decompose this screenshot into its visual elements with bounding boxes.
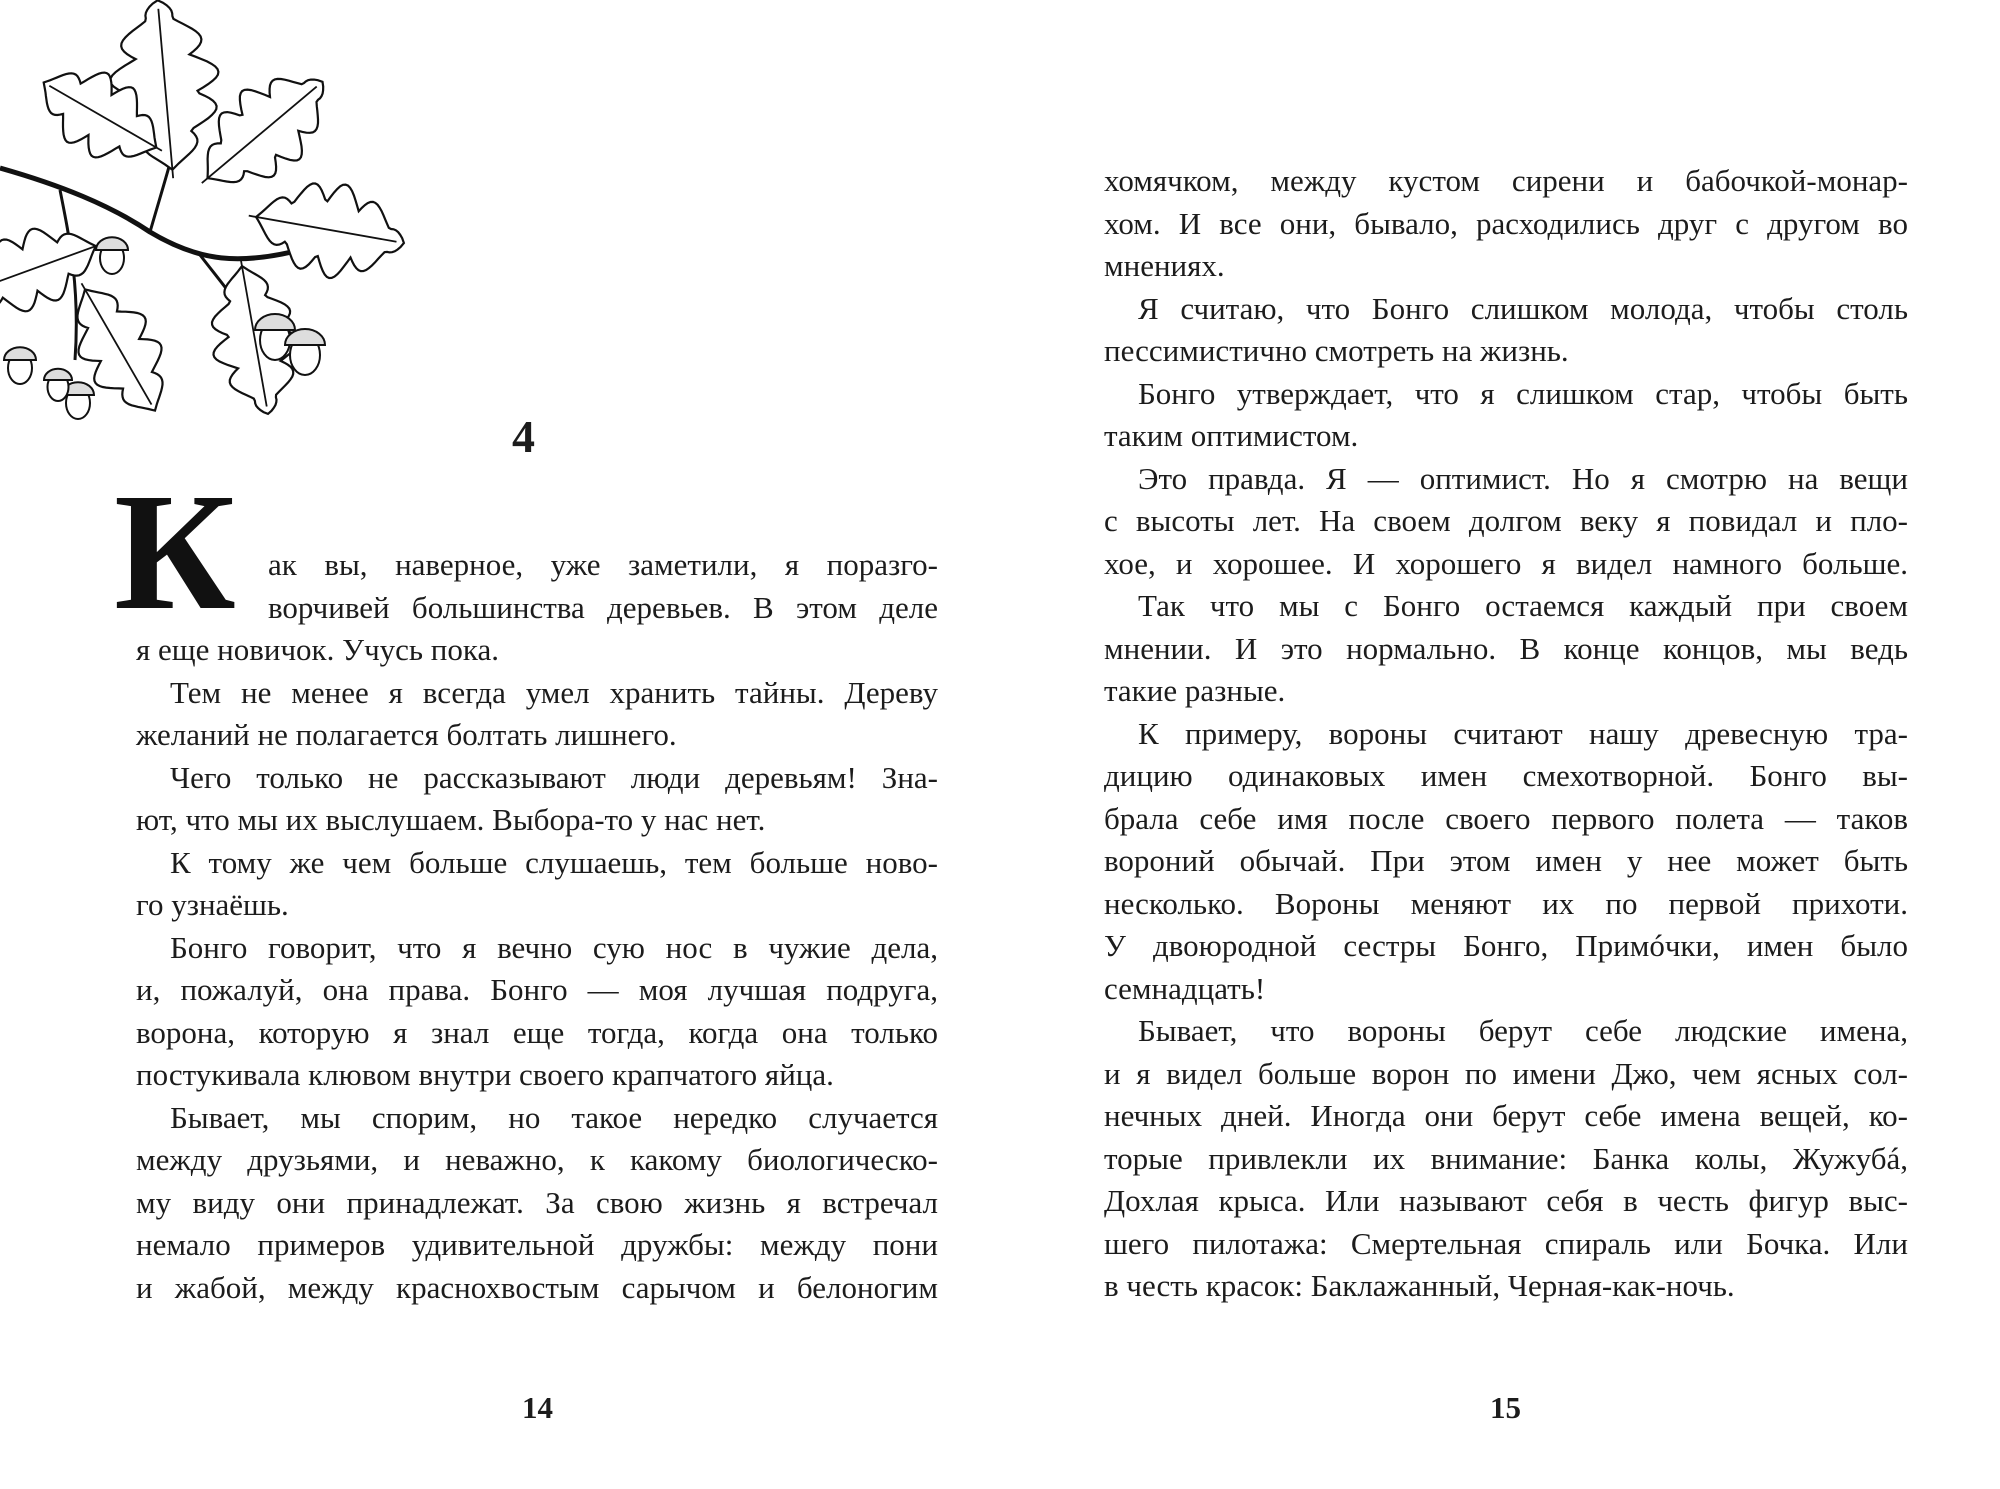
text-line: го узнаёшь. [136, 887, 289, 922]
page-number-right: 15 [1490, 1390, 1521, 1425]
text-line: ют, что мы их выслушаем. Выбора-то у нас нет. [136, 802, 766, 837]
acorn-cap [4, 347, 36, 360]
text-line: К тому же чем больше слушаешь, тем больше ново- [170, 844, 938, 880]
text-line: У двоюродной сестры Бонго, Примóчки, имен было [1104, 928, 1908, 963]
text-line: немало примеров удивительной дружбы: между пони [136, 1227, 938, 1262]
text-line: Бонго говорит, что я вечно сую нос в чужие дела, [170, 929, 938, 965]
text-line: Так что мы с Бонго остаемся каждый при своем [1138, 588, 1908, 623]
text-line: пессимистично смотреть на жизнь. [1104, 333, 1569, 368]
text-line: с высоты лет. На своем долгом веку я повидал и пло- [1104, 503, 1908, 538]
text-line: мнении. И это нормально. В конце концов, мы ведь [1104, 630, 1908, 666]
text-line: Чего только не рассказывают люди деревьям! Зна- [170, 759, 938, 795]
text-line: ак вы, наверное, уже заметили, я поразго- [268, 547, 938, 582]
text-line: в честь красок: Баклажанный, Черная-как-ночь. [1104, 1268, 1735, 1303]
text-line: му виду они принадлежат. За свою жизнь я встречал [136, 1184, 938, 1220]
text-line: хомячком, между кустом сирени и бабочкой-монар- [1104, 163, 1908, 198]
text-line: Тем не менее я всегда умел хранить тайны. Дереву [170, 674, 938, 710]
text-line: вороний обычай. При этом имен у нее может быть [1104, 843, 1908, 878]
page-number-left: 14 [522, 1390, 553, 1425]
text-line: Это правда. Я — оптимист. Но я смотрю на вещи [1138, 460, 1908, 496]
chapter-number: 4 [512, 411, 535, 462]
right-page [1000, 0, 2000, 1489]
text-line: ворона, которую я знал еще тогда, когда она только [136, 1014, 938, 1050]
text-line: семнадцать! [1104, 970, 1266, 1006]
text-line: торые привлекли их внимание: Банка колы, Жужубá, [1104, 1140, 1908, 1176]
acorn-cap [285, 329, 325, 345]
text-line: дицию одинаковых имен смехотворной. Бонго вы- [1104, 758, 1908, 793]
text-line: ворчивей большинства деревьев. В этом деле [268, 589, 938, 625]
text-line: хом. И все они, бывало, расходились друг с другом во [1104, 205, 1908, 241]
drop-cap: К [114, 459, 236, 645]
text-line: таким оптимистом. [1104, 418, 1359, 453]
text-line: между друзьями, и неважно, к какому биологическо- [136, 1142, 938, 1177]
text-line: нечных дней. Иногда они берут себе имена вещей, ко- [1104, 1098, 1908, 1133]
text-line: Я считаю, что Бонго слишком молода, чтобы столь [1138, 290, 1908, 326]
text-line: несколько. Вороны меняют их по первой прихоти. [1104, 885, 1908, 921]
text-line: шего пилотажа: Смертельная спираль или Бочка. Или [1104, 1225, 1908, 1261]
text-line: и, пожалуй, она права. Бонго — моя лучшая подруга, [136, 972, 938, 1007]
text-line: Дохлая крыса. Или называют себя в честь фигур выс- [1104, 1183, 1908, 1218]
text-line: и жабой, между краснохвостым сарычом и белоногим [136, 1269, 938, 1305]
text-line: Бонго утверждает, что я слишком стар, чтобы быть [1138, 375, 1908, 411]
text-line: К примеру, вороны считают нашу древесную тра- [1138, 715, 1908, 751]
oak-branch-illustration [0, 0, 460, 490]
acorn-cap [44, 369, 72, 380]
text-line: мнениях. [1104, 248, 1225, 283]
text-line: я еще новичок. Учусь пока. [136, 632, 499, 667]
text-line: и я видел больше ворон по имени Джо, чем ясных сол- [1104, 1055, 1908, 1091]
text-line: постукивала клювом внутри своего крапчатого яйца. [136, 1057, 834, 1092]
text-line: желаний не полагается болтать лишнего. [136, 717, 677, 752]
text-line: Бывает, что вороны берут себе людские имена, [1138, 1013, 1908, 1048]
acorn-cap [96, 237, 128, 250]
text-line: Бывает, мы спорим, но такое нередко случается [170, 1099, 938, 1135]
text-line: хое, и хорошее. И хорошего я видел намного больше. [1104, 545, 1908, 581]
text-line: такие разные. [1104, 673, 1286, 708]
text-line: брала себе имя после своего первого полета — таков [1104, 800, 1908, 836]
